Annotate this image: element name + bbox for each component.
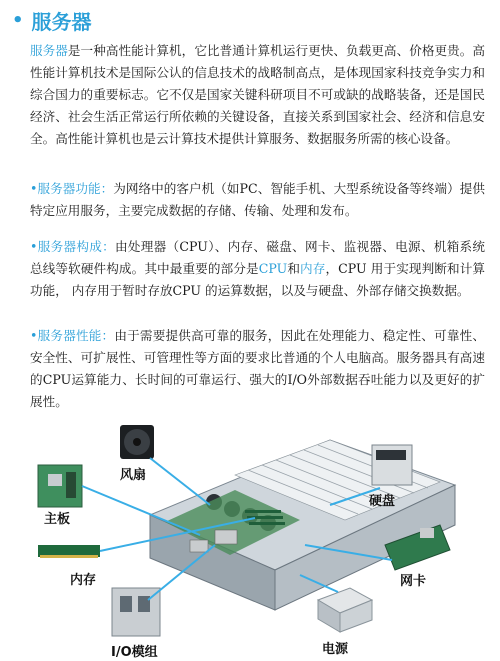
server-illustration — [0, 410, 500, 657]
composition-cpu: CPU — [258, 261, 288, 276]
title-bullet: • — [12, 10, 24, 31]
composition-text-1: 由处理器（CPU）、内存、磁盘、网卡、监视器、电源、机箱系统总线等软硬件构成。其中最重要的部分是 — [30, 239, 486, 276]
function-label: •服务器功能： — [30, 181, 114, 196]
psu-icon — [318, 588, 372, 632]
composition-text-2: ，CPU 用于实现判断和计算功能， 内存用于暂时存放CPU 的运算数据，以及与硬盘、外部存储交换数据。 — [30, 261, 486, 298]
disk-icon — [372, 445, 412, 485]
composition-memory: 内存 — [300, 261, 326, 276]
composition-and: 和 — [287, 261, 301, 276]
performance-paragraph — [30, 325, 485, 413]
function-text: 为网络中的客户机（如PC、智能手机、大型系统设备等终端）提供特定应用服务，主要完成数据的存储、传输、处理和发布。 — [30, 181, 485, 218]
composition-label: •服务器构成： — [30, 239, 116, 254]
server-diagram — [0, 410, 500, 660]
function-paragraph — [30, 178, 485, 222]
performance-text: 由于需要提供高可靠的服务，因此在处理能力、稳定性、可靠性、安全性、可扩展性、可管理性等方面的要求比普通的个人电脑高。服务器具有高速的CPU运算能力、长时间的可靠运行、强大的I/O外部数据吞吐能力以及更好的扩展性。 — [30, 328, 486, 409]
intro-text: 是一种高性能计算机，它比普通计算机运行更快、负载更高、价格更贵。高性能计算机技术是国际公认的信息技术的战略制高点，是体现国家科技竞争实力和综合国力的重要标志。它不仅是国家关键科研项目不可或缺的战略装备，还是国民经济、社会生活正常运行所依赖的关键设备，直接关系到国家社会、经济和信息安全。高性能计算机也是云计算技术提供计算服务、数据服务所需的核心设备。 — [30, 43, 486, 146]
io-module-label: I/O模组 — [111, 645, 158, 660]
page-title — [12, 6, 92, 35]
performance-label: •服务器性能： — [30, 328, 115, 343]
nic-label: 网卡 — [400, 574, 427, 589]
intro-paragraph — [30, 40, 485, 150]
memory-icon — [38, 545, 100, 558]
psu-label: 电源 — [322, 642, 349, 657]
motherboard-icon — [38, 465, 82, 507]
disk-label: 硬盘 — [369, 494, 396, 509]
memory-label: 内存 — [70, 573, 97, 588]
fan-icon — [120, 425, 154, 459]
intro-term: 服务器 — [30, 43, 68, 58]
composition-paragraph — [30, 236, 485, 302]
fan-label: 风扇 — [120, 468, 147, 483]
motherboard-label: 主板 — [44, 512, 71, 527]
page-title-text: 服务器 — [31, 10, 92, 34]
